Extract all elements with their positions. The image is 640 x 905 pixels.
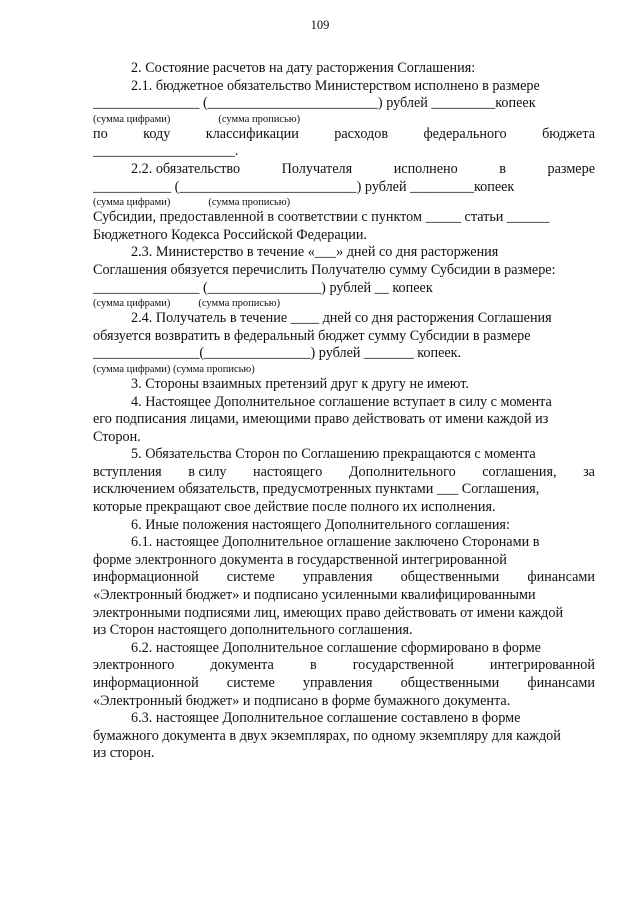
text-line: _______________ (________________) рублей __ копеек — [93, 279, 433, 296]
page-number: 109 — [310, 18, 330, 32]
text-line: Соглашения обязуется перечислить Получателю сумму Субсидии в размере: — [93, 261, 556, 278]
text-line: которые прекращают свое действие после полного их исполнения. — [93, 499, 496, 516]
text-line: 6.3. настоящее Дополнительное соглашение составлено в форме — [131, 710, 521, 727]
text-line: из Сторон настоящего дополнительного соглашения. — [93, 622, 413, 639]
text-line-justified: информационной системе управления общественными финансами — [93, 569, 595, 586]
text-line: ____________________. — [93, 143, 239, 160]
text-line: из сторон. — [93, 745, 155, 762]
text-line-justified: информационной системе управления общественными финансами — [93, 675, 595, 691]
text-line: «Электронный бюджет» и подписано усиленными квалифицированными — [93, 587, 536, 604]
text-line: его подписания лицами, имеющими право действовать от имени каждой из — [93, 411, 549, 428]
text-line: обязуется возвратить в федеральный бюджет сумму Субсидии в размере — [93, 327, 531, 344]
text-line: 6.1. настоящее Дополнительное оглашение заключено Сторонами в — [131, 534, 540, 551]
text-line: 6.2. настоящее Дополнительное соглашение сформировано в форме — [131, 639, 541, 656]
text-line: Сторон. — [93, 428, 141, 445]
text-line: _______________ (________________________) рублей _________копеек — [93, 95, 536, 112]
text-line: бумажного документа в двух экземплярах, по одному экземпляру для каждой — [93, 727, 561, 744]
document-body — [93, 60, 595, 763]
text-line-justified: вступления в силу настоящего Дополнительного соглашения, за — [93, 463, 595, 480]
text-line: «Электронный бюджет» и подписано в форме бумажного документа. — [93, 692, 511, 709]
field-caption: (сумма цифрами) (сумма прописью) — [93, 113, 301, 125]
text-line: исключением обязательств, предусмотренных пунктами ___ Соглашения, — [93, 481, 540, 498]
text-line: форме электронного документа в государственной интегрированной — [93, 551, 507, 568]
text-line: 2.4. Получатель в течение ____ дней со дня расторжения Соглашения — [131, 310, 552, 327]
text-line: ___________ (_________________________) рублей _________копеек — [93, 178, 515, 195]
text-line: 2.1. бюджетное обязательство Министерством исполнено в размере — [131, 77, 540, 94]
text-line: электронными подписями лиц, имеющих право действовать от имени каждой — [93, 604, 564, 621]
text-line-justified: по коду классификации расходов федерального бюджета — [93, 125, 595, 142]
text-line: 2. Состояние расчетов на дату расторжения Соглашения: — [131, 60, 476, 76]
field-caption: (сумма цифрами) (сумма прописью) — [93, 298, 281, 310]
text-line: 2.3. Министерство в течение «___» дней со дня расторжения — [131, 244, 499, 261]
text-line: 4. Настоящее Дополнительное соглашение вступает в силу с момента — [131, 393, 552, 410]
text-line-justified: электронного документа в государственной интегрированной — [93, 657, 595, 674]
field-caption: (сумма цифрами) (сумма прописью) — [93, 363, 255, 375]
text-line: 3. Стороны взаимных претензий друг к другу не имеют. — [131, 375, 469, 392]
text-line: 5. Обязательства Сторон по Соглашению прекращаются с момента — [131, 446, 536, 463]
text-line: Бюджетного Кодекса Российской Федерации. — [93, 226, 367, 243]
text-line: _______________(_______________) рублей _______ копеек. — [93, 345, 462, 362]
text-line: 6. Иные положения настоящего Дополнительного соглашения: — [131, 516, 510, 533]
text-line-justified: 2.2. обязательство Получателя исполнено в размере — [131, 160, 595, 177]
text-line: Субсидии, предоставленной в соответствии с пунктом _____ статьи ______ — [93, 209, 550, 226]
field-caption: (сумма цифрами) (сумма прописью) — [93, 197, 291, 209]
